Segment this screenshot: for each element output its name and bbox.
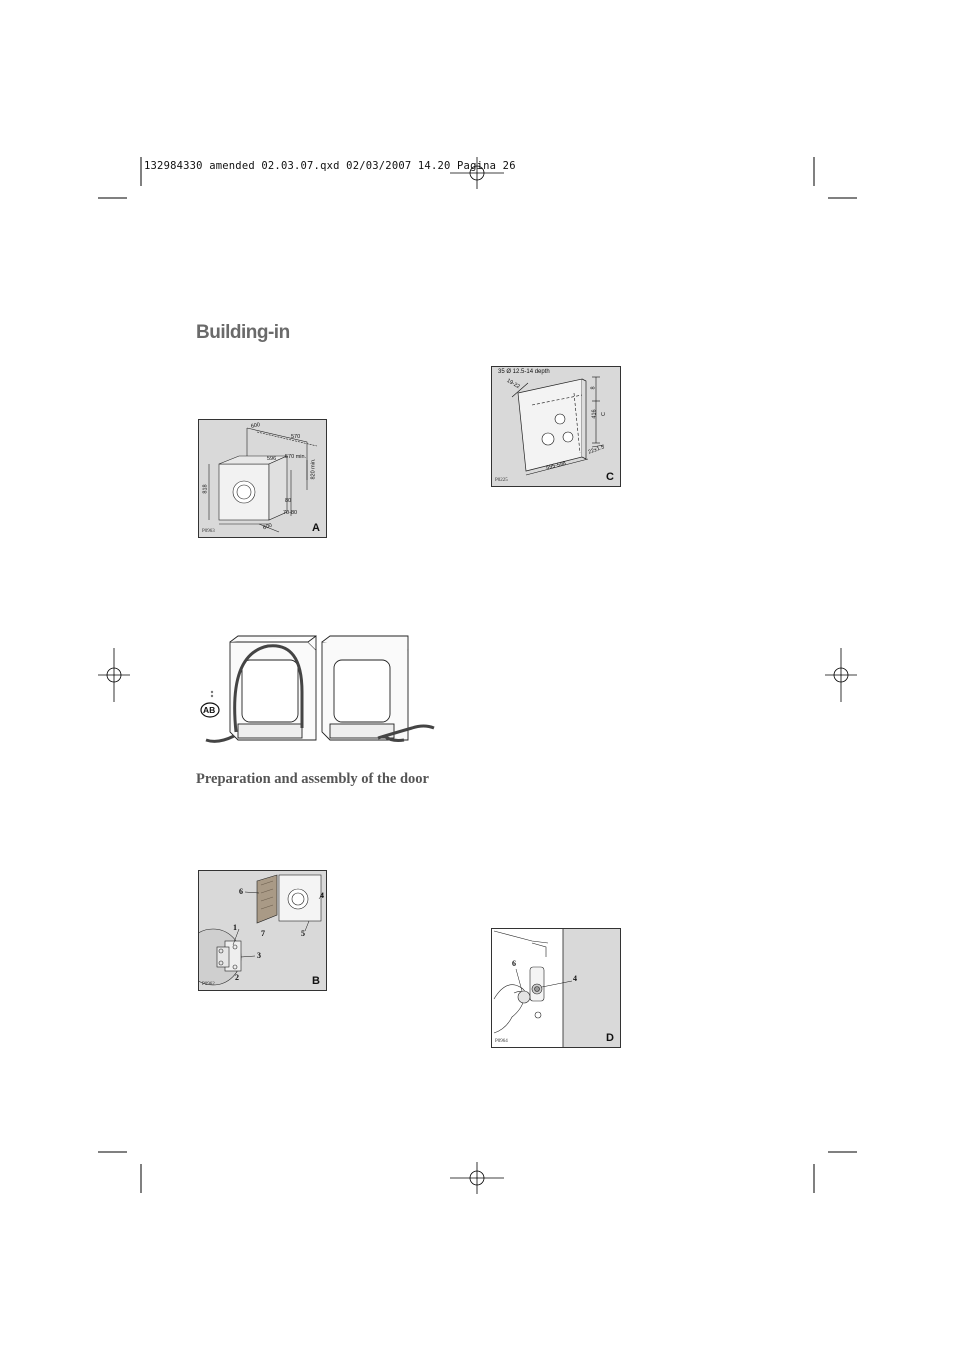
figure-b-callout-4: 4 [320,891,324,900]
figure-a-illustration [199,420,327,538]
figure-c-header: 35 Ø 12.5-14 depth [498,369,550,375]
figure-b-code: P0962 [202,982,215,987]
figure-c-dim-1: 19-22 [505,377,521,391]
figure-d-callout-4: 4 [573,974,577,983]
registration-mark-left [98,648,130,702]
figure-c-letter: C [606,471,614,483]
registration-mark-bottom [450,1162,504,1194]
figure-c-dim-4: C [600,412,607,416]
figure-a-dim-1: 600 [250,422,261,430]
figure-c [491,366,621,487]
figure-c-code: P0225 [495,478,508,483]
figure-d-code: P0964 [495,1039,508,1044]
figure-a-letter: A [312,522,320,534]
figure-b-callout-6: 6 [239,887,243,896]
figure-a-dim-3: 596 [267,456,277,462]
figure-b-callout-3: 3 [257,951,261,960]
figure-d-letter: D [606,1032,614,1044]
registration-mark-right [825,648,857,702]
figure-ab-label: AB [203,705,216,715]
figure-ab [198,632,440,750]
figure-b [198,870,327,991]
figure-c-dim-5: 22±1.5 [587,444,606,456]
figure-d-callout-6: 6 [512,959,516,968]
heading-door-assembly: Preparation and assembly of the door [196,771,429,787]
figure-a-code: P0963 [202,529,215,534]
figure-ab-illustration [198,632,440,750]
figure-d [491,928,621,1048]
figure-a-dim-4: 570 min. [285,454,307,460]
figure-b-callout-2: 2 [235,973,239,982]
figure-a-dim-7: 80 [285,498,292,504]
figure-b-callout-7: 7 [261,929,265,938]
figure-b-letter: B [312,975,320,987]
figure-d-illustration [492,929,621,1048]
figure-a-dim-5: 820 min. [310,458,317,480]
figure-a-dim-2: 570 [291,434,301,440]
file-slug-line: 132984330 amended 02.03.07.qxd 02/03/2007 14.20 Pagina 26 [144,160,516,172]
heading-building-in: Building-in [196,322,290,343]
figure-c-dim-3: 416 [591,409,598,419]
figure-c-dim-6: 595-598 [545,460,567,472]
figure-b-callout-5: 5 [301,929,305,938]
figure-a-dim-6: 818 [202,484,209,494]
figure-c-dim-2: 8 [590,386,597,390]
figure-b-callout-1: 1 [233,923,237,932]
figure-a-dim-9: 600 [262,522,273,532]
figure-a-dim-8: 70-80 [283,510,298,516]
figure-a [198,419,327,538]
